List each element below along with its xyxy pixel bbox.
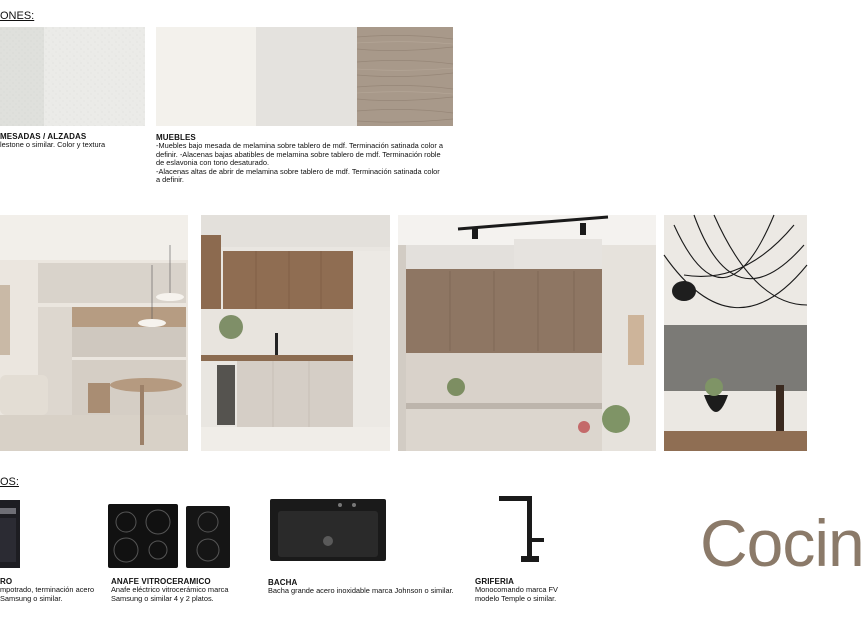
oven-line: Samsung o similar. xyxy=(0,593,63,603)
sink-image xyxy=(270,497,386,565)
furniture-line: -Alacenas altas de abrir de melamina sobre tablero de mdf. Terminación satinada color xyxy=(156,166,440,176)
cooktop-line: Anafe eléctrico vitrocerámico marca xyxy=(111,585,229,594)
cooktop-description xyxy=(111,586,228,603)
swatch-oak-wood xyxy=(357,27,453,126)
faucet-title: GRIFERIA xyxy=(475,577,515,586)
swatch-quartz-texture xyxy=(44,27,145,126)
sink-line: Bacha grande acero inoxidable marca Johnson o similar. xyxy=(268,586,454,595)
oven-title: RO xyxy=(0,577,13,586)
swatch-melamine-white xyxy=(156,27,256,126)
sink-description xyxy=(268,587,454,596)
reference-photo-dining-detail xyxy=(664,215,807,451)
appliances-heading: OS: xyxy=(0,476,19,488)
cooktop-line: Samsung o similar 4 y 2 platos. xyxy=(111,593,214,603)
furniture-line: definir. -Alacenas bajas abatibles de melamina sobre tablero de mdf. Terminación roble xyxy=(156,149,441,159)
faucet-line: Monocomando marca FV xyxy=(475,585,558,594)
countertop-title: MESADAS / ALZADAS xyxy=(0,132,87,141)
reference-photo-wood-kitchen xyxy=(201,215,390,451)
oven-line: mpotrado, terminación acero xyxy=(0,585,95,594)
cooktop-image xyxy=(108,504,232,570)
furniture-description xyxy=(156,142,466,185)
sink-title: BACHA xyxy=(268,578,298,587)
oven-description xyxy=(0,586,94,603)
countertop-description: lestone o similar. Color y textura xyxy=(0,140,106,149)
reference-photo-corner-kitchen xyxy=(398,215,656,451)
faucet-image xyxy=(495,494,551,568)
furniture-line: a definir. xyxy=(156,175,184,185)
oven-image xyxy=(0,500,20,568)
faucet-description xyxy=(475,586,558,603)
finishes-heading: ONES: xyxy=(0,10,35,22)
swatch-quartz-light xyxy=(0,27,44,126)
furniture-line: -Muebles bajo mesada de melamina sobre tablero de mdf. Terminación satinada color a xyxy=(156,141,444,150)
furniture-title: MUEBLES xyxy=(156,133,196,142)
cooktop-title: ANAFE VITROCERAMICO xyxy=(111,577,211,586)
swatch-satin-grey xyxy=(256,27,357,126)
page-title-cocina: Cocin xyxy=(700,506,864,580)
furniture-line: de eslavonia con tono desaturado. xyxy=(156,158,269,168)
faucet-line: modelo Temple o similar. xyxy=(475,593,557,603)
reference-photo-open-kitchen xyxy=(0,215,188,451)
